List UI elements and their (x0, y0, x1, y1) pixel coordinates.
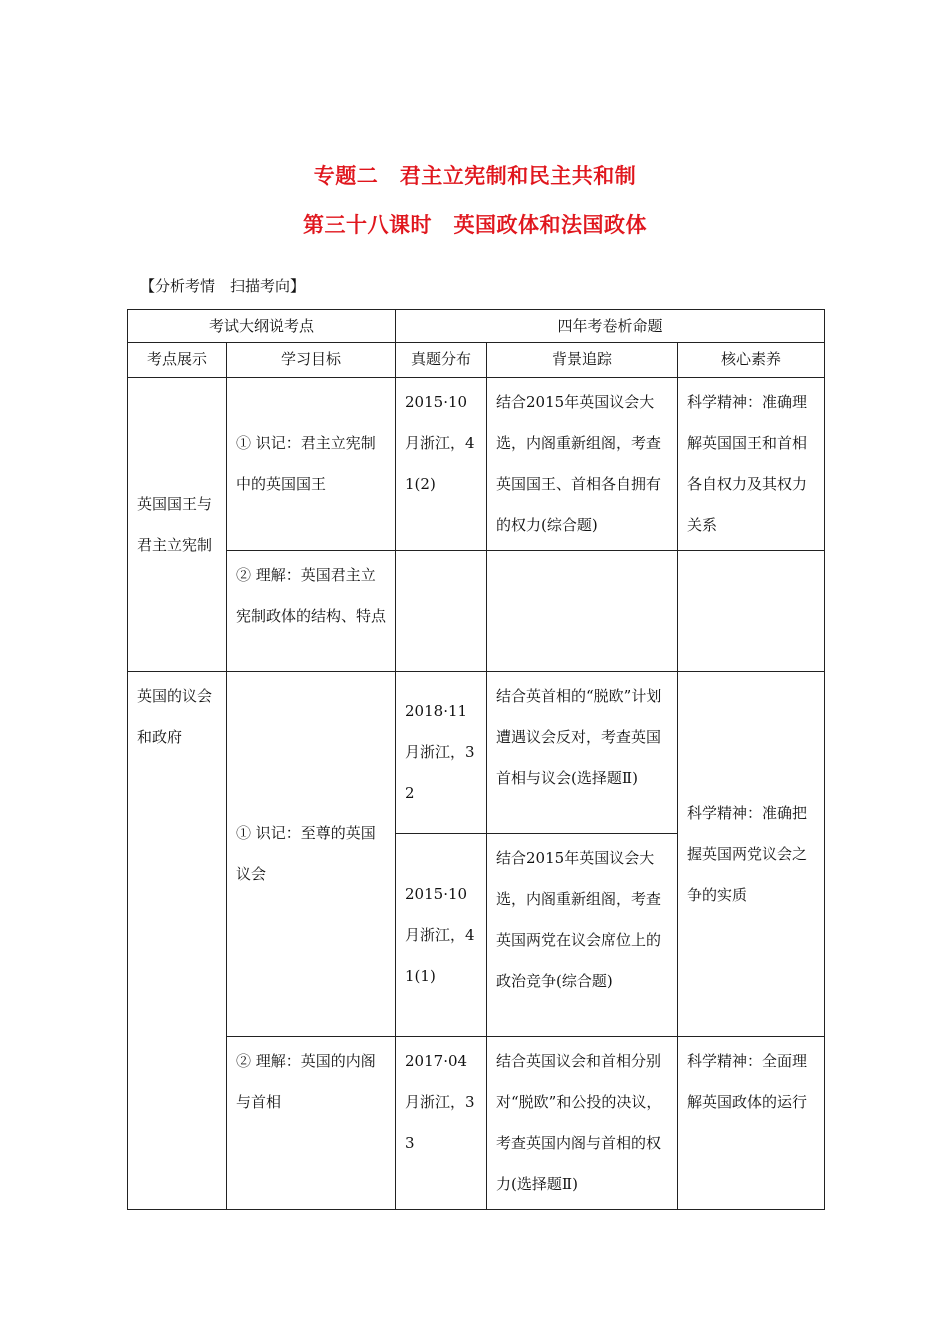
core-literacy-cell: 科学精神：准确把握英国两党议会之争的实质 (678, 672, 825, 1037)
learning-goal-cell: ① 识记：君主立宪制中的英国国王 (227, 378, 396, 551)
background-cell: 结合英国议会和首相分别对“脱欧”和公投的决议，考查英国内阁与首相的权力(选择题Ⅱ) (487, 1037, 678, 1210)
exam-source-cell: 2018·11月浙江，32 (396, 672, 487, 834)
column-header: 真题分布 (396, 343, 487, 378)
group-header-row (128, 310, 825, 343)
group-header-syllabus: 考试大纲说考点 (128, 310, 396, 343)
table-row (128, 551, 825, 672)
table-row (128, 672, 825, 834)
exam-source-cell: 2015·10月浙江，41(2) (396, 378, 487, 551)
exam-source-cell: 2015·10月浙江，41(1) (396, 834, 487, 1037)
background-cell: 结合2015年英国议会大选，内阁重新组阁，考查英国国王、首相各自拥有的权力(综合题) (487, 378, 678, 551)
table-row (128, 378, 825, 551)
table-row (128, 1037, 825, 1210)
exam-source-cell: 2017·04月浙江，33 (396, 1037, 487, 1210)
core-literacy-cell: 科学精神：全面理解英国政体的运行 (678, 1037, 825, 1210)
topic-point-cell: 英国的议会和政府 (128, 672, 227, 1210)
lesson-title: 第三十八课时 英国政体和法国政体 (303, 213, 647, 237)
column-header-row (128, 343, 825, 378)
column-header: 考点展示 (128, 343, 227, 378)
background-cell: 结合英首相的“脱欧”计划遭遇议会反对，考查英国首相与议会(选择题Ⅱ) (487, 672, 678, 834)
background-cell: 结合2015年英国议会大选，内阁重新组阁，考查英国两党在议会席位上的政治竞争(综合题) (487, 834, 678, 1037)
learning-goal-cell: ② 理解：英国的内阁与首相 (227, 1037, 396, 1210)
background-cell (487, 551, 678, 672)
core-literacy-cell (678, 551, 825, 672)
exam-analysis-table (127, 309, 825, 1210)
learning-goal-cell: ① 识记：至尊的英国议会 (227, 672, 396, 1037)
learning-goal-cell: ② 理解：英国君主立宪制政体的结构、特点 (227, 551, 396, 672)
topic-point-cell: 英国国王与君主立宪制 (128, 378, 227, 672)
exam-source-cell (396, 551, 487, 672)
group-header-exam: 四年考卷析命题 (396, 310, 825, 343)
column-header: 学习目标 (227, 343, 396, 378)
column-header: 背景追踪 (487, 343, 678, 378)
topic-title: 专题二 君主立宪制和民主共和制 (313, 164, 637, 188)
column-header: 核心素养 (678, 343, 825, 378)
core-literacy-cell: 科学精神：准确理解英国国王和首相各自权力及其权力关系 (678, 378, 825, 551)
section-label: 【分析考情 扫描考向】 (140, 277, 306, 295)
